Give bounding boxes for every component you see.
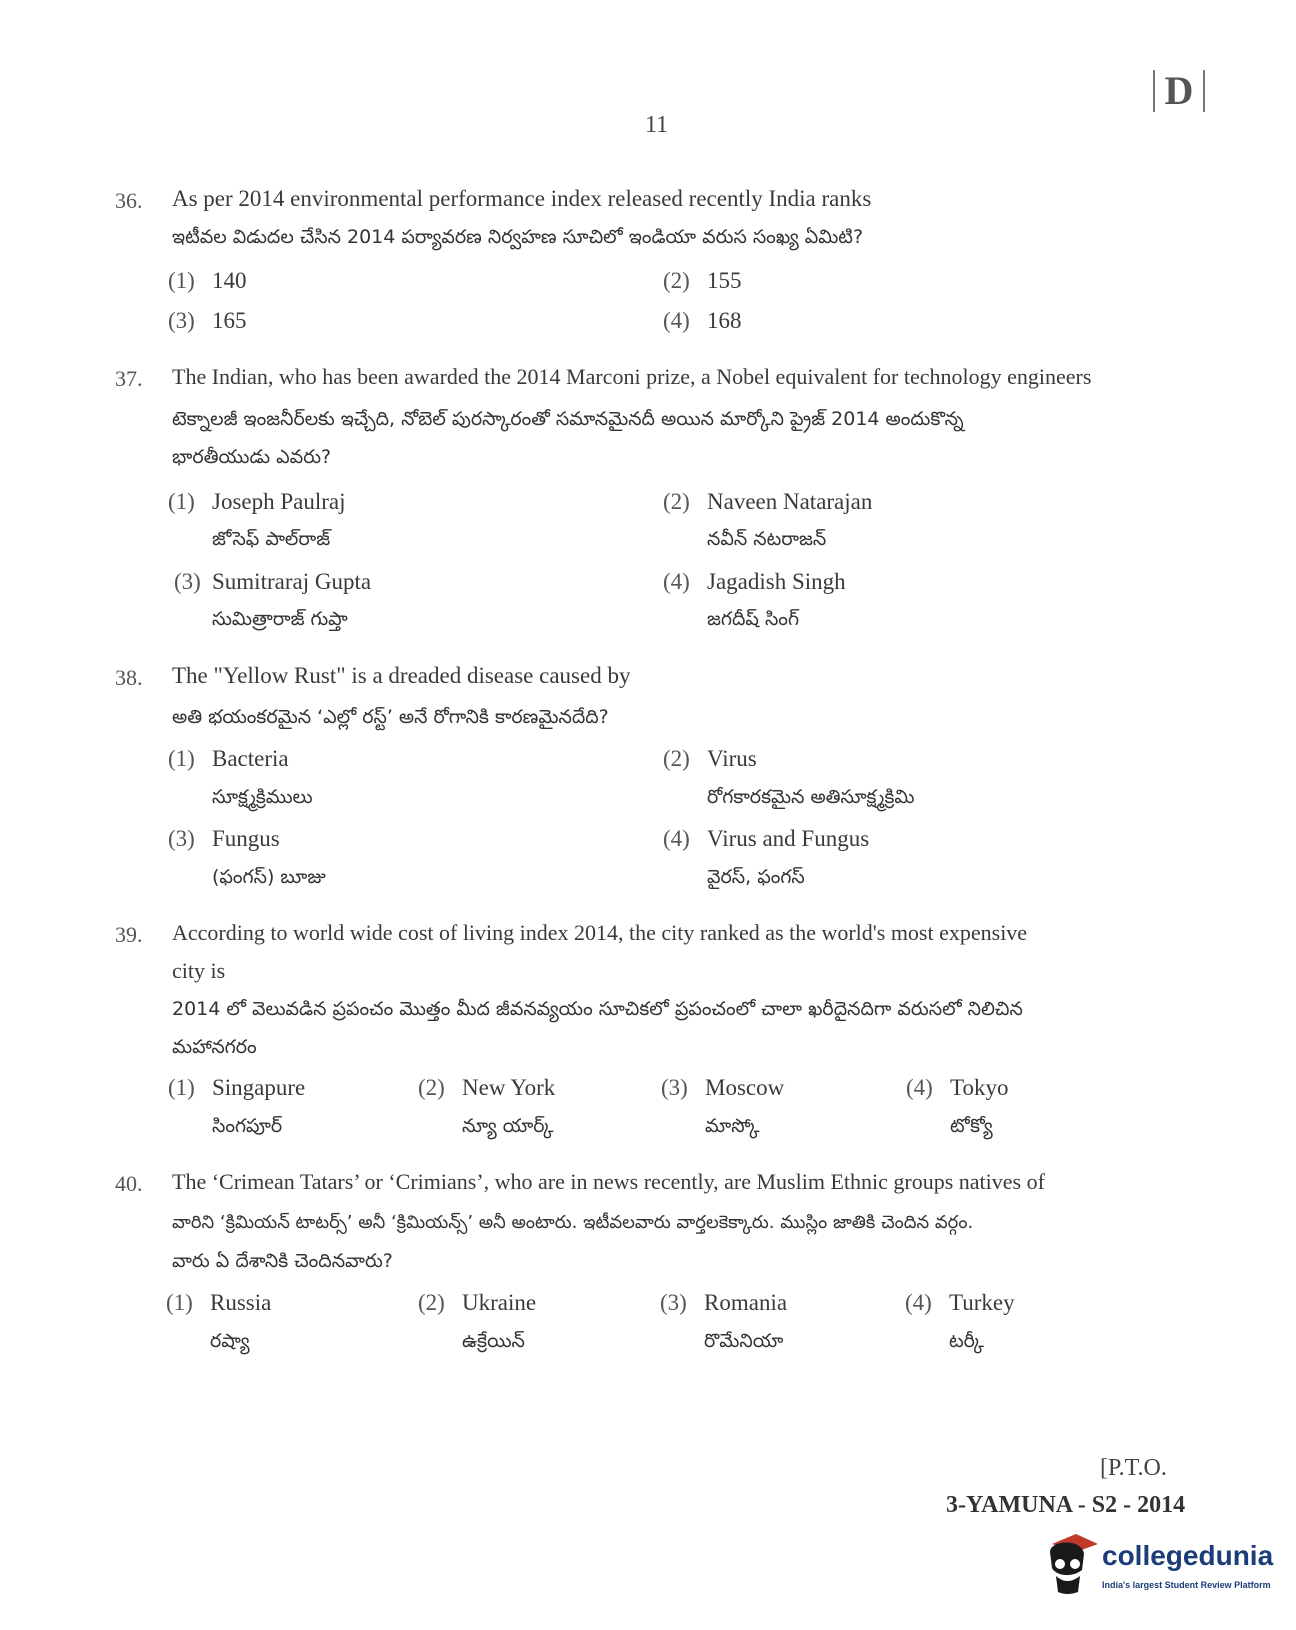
- question-number: 40.: [115, 1171, 143, 1196]
- option-1: (1) Singapure: [168, 1075, 306, 1100]
- please-turn-over: [P.T.O.: [1100, 1455, 1167, 1481]
- question-text-english: city is: [172, 958, 226, 983]
- option-2-telugu: న్యూ యార్క్: [462, 1115, 554, 1137]
- option-2: (2) Ukraine: [418, 1290, 537, 1315]
- option-1-telugu: జోసెఫ్ పాల్‌రాజ్: [212, 528, 331, 550]
- option-4-telugu: జగదీష్ సింగ్: [707, 608, 800, 630]
- question-text-telugu: 2014 లో వెలువడిన ప్రపంచం మొత్తం మీద జీవనవ్యయం సూచికలో ప్రపంచంలో చాలా ఖరీదైనదిగా వరుసలో నిలిచిన: [172, 998, 1023, 1020]
- option-4: (4) Virus and Fungus: [663, 826, 870, 851]
- paper-code: 3-YAMUNA - S2 - 2014: [946, 1492, 1186, 1518]
- question-number: 38.: [115, 665, 143, 690]
- question-text-telugu: భారతీయుడు ఎవరు?: [172, 446, 332, 468]
- option-3: (3) 165: [168, 308, 247, 333]
- option-2: (2) 155: [663, 268, 742, 293]
- option-3-telugu: రొమేనియా: [704, 1330, 784, 1352]
- option-2-telugu: నవీన్ నటరాజన్: [707, 528, 827, 550]
- option-4-telugu: టోక్యో: [950, 1115, 993, 1137]
- option-4: (4) Jagadish Singh: [663, 569, 846, 594]
- option-3-telugu: మాస్కో: [705, 1115, 760, 1137]
- question-text-english: The ‘Crimean Tatars’ or ‘Crimians’, who are in news recently, are Muslim Ethnic groups natives of: [172, 1169, 1045, 1194]
- question-set-code: D: [1153, 70, 1205, 112]
- question-text-english: The "Yellow Rust" is a dreaded disease caused by: [172, 663, 631, 688]
- option-1-telugu: సింగపూర్: [212, 1115, 283, 1137]
- option-1-telugu: రష్యా: [210, 1330, 250, 1352]
- question-text-telugu: అతి భయంకరమైన ‘ఎల్లో రస్ట్’ అనే రోగానికి కారణమైనదేది?: [172, 706, 609, 728]
- question-number: 36.: [115, 188, 143, 213]
- option-3: (3) Moscow: [661, 1075, 785, 1100]
- option-2: (2) New York: [418, 1075, 556, 1100]
- question-number: 39.: [115, 922, 143, 947]
- logo-tagline: India's largest Student Review Platform: [1102, 1580, 1271, 1590]
- option-1: (1) Joseph Paulraj: [168, 489, 346, 514]
- option-2-telugu: రోగకారకమైన అతిసూక్ష్మక్రిమి: [707, 786, 915, 808]
- option-2: (2) Virus: [663, 746, 757, 771]
- page-number: 11: [645, 112, 669, 138]
- student-mascot-icon: [1042, 1530, 1100, 1600]
- option-3: (3) Fungus: [168, 826, 280, 851]
- option-3: (3) Romania: [660, 1290, 788, 1315]
- option-4-telugu: టర్కీ: [949, 1330, 984, 1352]
- question-text-english: According to world wide cost of living index 2014, the city ranked as the world's most expensive: [172, 920, 1028, 945]
- option-1: (1) Bacteria: [168, 746, 289, 771]
- option-4: (4) 168: [663, 308, 742, 333]
- option-4-telugu: వైరస్, ఫంగస్: [707, 866, 805, 888]
- collegedunia-logo: [1042, 1530, 1282, 1610]
- question-text-english: As per 2014 environmental performance index released recently India ranks: [172, 186, 872, 211]
- question-text-english: The Indian, who has been awarded the 2014 Marconi prize, a Nobel equivalent for technology engineers: [172, 364, 1092, 389]
- question-number: 37.: [115, 366, 143, 391]
- option-1-telugu: సూక్ష్మక్రిములు: [212, 786, 313, 808]
- option-3-telugu: సుమిత్రారాజ్ గుప్తా: [212, 608, 348, 630]
- question-text-telugu: వారిని ‘క్రిమియన్ టాటర్స్’ అనీ ‘క్రిమియన్స్’ అనీ అంటారు. ఇటీవలవారు వార్తలకెక్కారు. ముస్లిం జాతికి చెందిన వర్గం.: [172, 1212, 974, 1233]
- question-text-telugu: టెక్నాలజీ ఇంజనీర్‌లకు ఇచ్చేది, నోబెల్ పురస్కారంతో సమానమైనదీ అయిన మార్కోని ప్రైజ్ 2014 అందుకొన్న: [172, 408, 964, 430]
- question-text-telugu: మహానగరం: [172, 1036, 257, 1058]
- option-4: (4) Turkey: [905, 1290, 1015, 1315]
- question-text-telugu: వారు ఏ దేశానికి చెందినవారు?: [172, 1250, 393, 1272]
- option-1: (1) 140: [168, 268, 247, 293]
- option-2-telugu: ఉక్రేయిన్: [462, 1330, 525, 1352]
- option-2: (2) Naveen Natarajan: [663, 489, 873, 514]
- option-3: (3) Sumitraraj Gupta: [174, 569, 372, 594]
- option-3-telugu: (ఫంగస్) బూజు: [212, 866, 326, 888]
- logo-wordmark: collegedunia: [1102, 1540, 1274, 1571]
- option-1: (1) Russia: [166, 1290, 272, 1315]
- option-4: (4) Tokyo: [906, 1075, 1009, 1100]
- question-text-telugu: ఇటీవల విడుదల చేసిన 2014 పర్యావరణ నిర్వహణ సూచిలో ఇండియా వరుస సంఖ్య ఏమిటి?: [172, 226, 864, 248]
